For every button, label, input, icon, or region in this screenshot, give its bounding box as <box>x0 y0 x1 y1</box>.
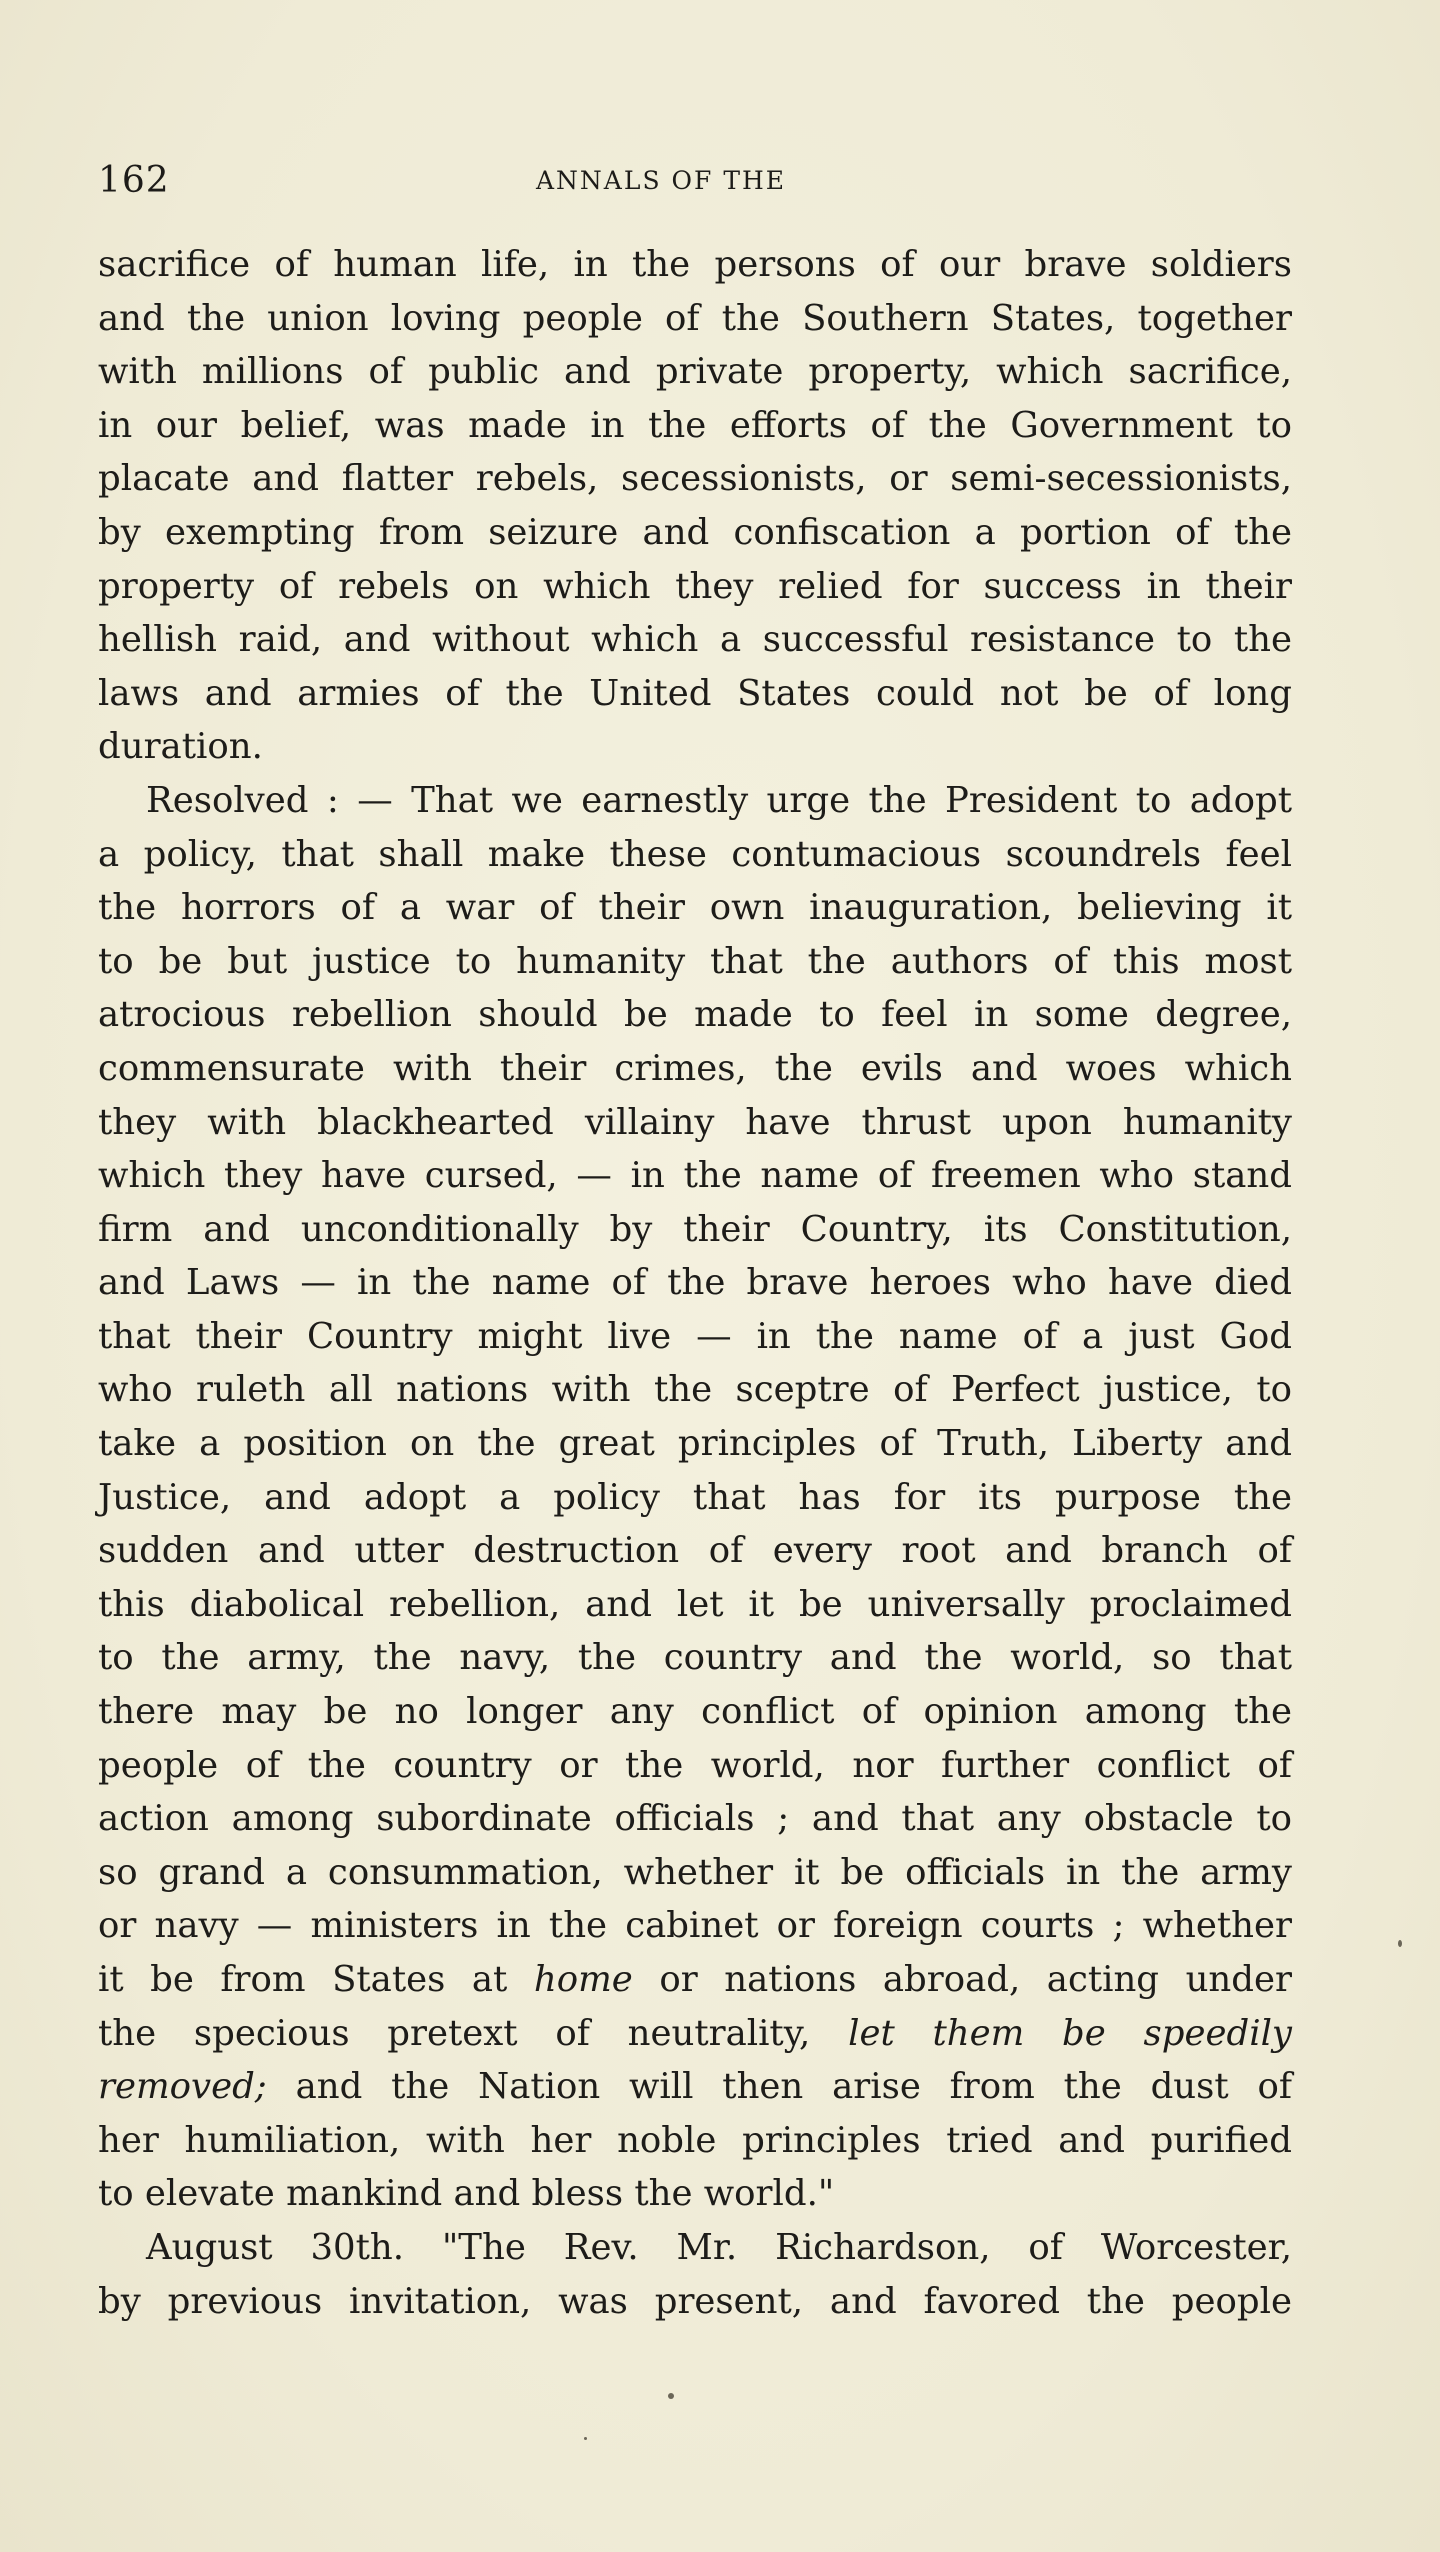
text-run: it be from States at <box>98 1959 508 2000</box>
text-line: commensurate with their crimes, the evils and woes which <box>98 1047 1292 1089</box>
text-line: Justice, and adopt a policy that has for its purpose the <box>98 1476 1292 1518</box>
text-line: and the union loving people of the Southern States, together <box>98 297 1292 339</box>
text-line: or navy — ministers in the cabinet or foreign courts ; whether <box>98 1905 1292 1947</box>
page-number: 162 <box>98 160 170 201</box>
italic-run: home <box>533 1959 633 2000</box>
text-line: hellish raid, and without which a successful resistance to the <box>98 619 1292 661</box>
text-line: to be but justice to humanity that the authors of this most <box>98 940 1292 982</box>
text-run: or nations abroad, acting under <box>659 1959 1292 2000</box>
text-line: her humiliation, with her noble principles tried and purified <box>98 2119 1292 2161</box>
paragraph-1 <box>98 238 1292 774</box>
text-line: atrocious rebellion should be made to feel in some degree, <box>98 994 1292 1036</box>
italic-run: let them be speedily <box>848 2012 1292 2054</box>
text-line: take a position on the great principles of Truth, Liberty and <box>98 1423 1292 1465</box>
text-line: by previous invitation, was present, and favored the people <box>98 2280 1292 2322</box>
italic-run: removed; <box>98 2066 267 2108</box>
text-line: action among subordinate officials ; and that any obstacle to <box>98 1798 1292 1840</box>
text-line: they with blackhearted villainy have thrust upon humanity <box>98 1101 1292 1143</box>
text-line: to the army, the navy, the country and the world, so that <box>98 1637 1292 1679</box>
text-line: August 30th. "The Rev. Mr. Richardson, of Worcester, <box>146 2226 1292 2268</box>
text-line: with millions of public and private property, which sacrifice, <box>98 351 1292 393</box>
text-line: sudden and utter destruction of every root and branch of <box>98 1530 1292 1572</box>
text-line-with-italic <box>98 1953 1292 2007</box>
text-line: to elevate mankind and bless the world." <box>98 2173 835 2215</box>
text-line: a policy, that shall make these contumacious scoundrels feel <box>98 833 1292 875</box>
paragraph-3 <box>98 2221 1292 2328</box>
text-line: property of rebels on which they relied for success in their <box>98 565 1292 607</box>
ink-speck <box>584 2437 587 2440</box>
text-line: that their Country might live — in the name of a just God <box>98 1315 1292 1357</box>
text-line-with-italic <box>98 2007 1292 2061</box>
text-line: in our belief, was made in the efforts of the Government to <box>98 404 1292 446</box>
text-line: Resolved : — That we earnestly urge the President to adopt <box>146 779 1292 821</box>
text-line: which they have cursed, — in the name of freemen who stand <box>98 1155 1292 1197</box>
ink-speck <box>668 2393 674 2399</box>
text-line: by exempting from seizure and confiscation a portion of the <box>98 511 1292 553</box>
text-line: the horrors of a war of their own inauguration, believing it <box>98 887 1292 929</box>
text-line: people of the country or the world, nor further conflict of <box>98 1744 1292 1786</box>
text-line: this diabolical rebellion, and let it be universally proclaimed <box>98 1583 1292 1625</box>
text-line: laws and armies of the United States could not be of long <box>98 672 1292 714</box>
text-line: duration. <box>98 726 263 768</box>
text-line: sacrifice of human life, in the persons of our brave soldiers <box>98 244 1292 285</box>
text-run: the specious pretext of neutrality, <box>98 2012 811 2054</box>
text-line-with-italic <box>98 2060 1292 2114</box>
text-line: who ruleth all nations with the sceptre of Perfect justice, to <box>98 1369 1292 1411</box>
running-head <box>98 156 1298 206</box>
text-line: placate and flatter rebels, secessionists, or semi-secessionists, <box>98 458 1292 500</box>
paragraph-2 <box>98 774 1292 2221</box>
running-title: ANNALS OF THE <box>536 166 787 195</box>
ink-speck <box>1398 1940 1402 1947</box>
text-run: and the Nation will then arise from the dust of <box>295 2066 1292 2108</box>
text-line: firm and unconditionally by their Country, its Constitution, <box>98 1208 1292 1250</box>
text-line: and Laws — in the name of the brave heroes who have died <box>98 1262 1292 1304</box>
body-text <box>98 238 1292 2328</box>
text-line: there may be no longer any conflict of opinion among the <box>98 1691 1292 1733</box>
text-line: so grand a consummation, whether it be officials in the army <box>98 1851 1292 1893</box>
